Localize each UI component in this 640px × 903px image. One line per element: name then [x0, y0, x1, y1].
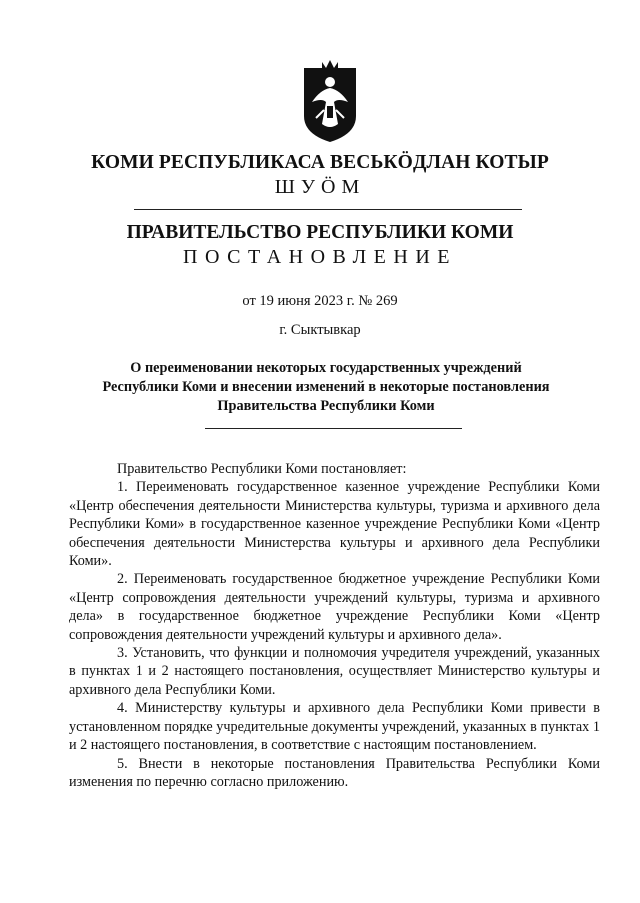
decree-paragraph-1: 1. Переименовать государственное казенное учреждение Республики Коми «Центр обеспечения деятельности Министерства культуры, туризма и архивного дела Республики Коми» в государственное казенное учреждение Республики Коми «Центр обеспечения деятельности Министерства культуры и архивного дела Республики Коми». — [69, 479, 600, 570]
header-divider — [134, 209, 522, 210]
komi-decree-word: ШУÖМ — [274, 176, 366, 198]
subject-divider — [205, 428, 462, 429]
decree-paragraph-3: 3. Установить, что функции и полномочия учредителя учреждений, указанных в пунктах 1 и 2 настоящего постановления, осуществляет Министерство культуры и архивного дела Республики Коми. — [69, 645, 600, 698]
decree-subject: О переименовании некоторых государственных учреждений Республики Коми и внесении изменений в некоторые постановления Правительства Республики Коми — [102, 360, 550, 414]
decree-word: ПОСТАНОВЛЕНИЕ — [183, 246, 457, 268]
komi-government-title: КОМИ РЕСПУБЛИКАСА ВЕСЬКÖДЛАН КОТЫР — [91, 152, 549, 173]
decree-intro: Правительство Республики Коми постановляет: — [117, 461, 407, 477]
decree-paragraph-5: 5. Внести в некоторые постановления Правительства Республики Коми изменения по перечню согласно приложению. — [69, 755, 600, 790]
decree-date-number: от 19 июня 2023 г. № 269 — [242, 293, 398, 309]
coat-of-arms-icon — [300, 58, 360, 144]
decree-body — [69, 460, 600, 791]
decree-paragraph-2: 2. Переименовать государственное бюджетное учреждение Республики Коми «Центр сопровождения деятельности учреждений культуры, туризма и архивного дела» в государственное бюджетное учреждение Республики Коми «Центр сопровождения деятельности учреждений культуры и архивного дела». — [69, 571, 600, 643]
decree-city: г. Сыктывкар — [279, 322, 361, 338]
government-title: ПРАВИТЕЛЬСТВО РЕСПУБЛИКИ КОМИ — [126, 222, 514, 243]
decree-paragraph-4: 4. Министерству культуры и архивного дела Республики Коми привести в установленном порядке учредительные документы учреждений, указанных в пунктах 1 и 2 настоящего постановления, в соответствие с настоящим постановлением. — [69, 700, 600, 754]
